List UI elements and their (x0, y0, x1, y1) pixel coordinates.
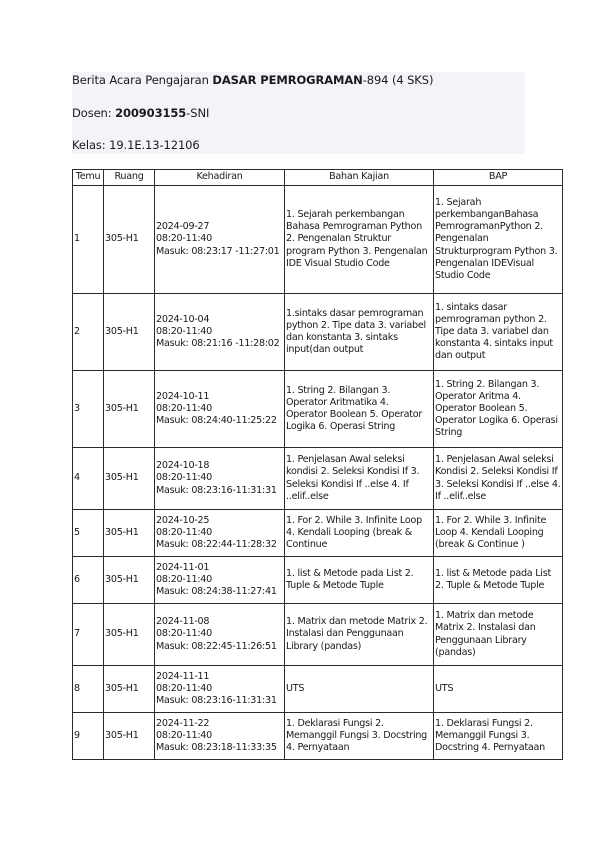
table-row (73, 371, 563, 448)
cell-ruang: 305-H1 (104, 448, 155, 510)
cell-temu: 2 (73, 294, 104, 371)
table-row (73, 186, 563, 294)
cell-temu: 5 (73, 510, 104, 557)
cell-ruang: 305-H1 (104, 294, 155, 371)
cell-bap: 1. Deklarasi Fungsi 2. Memanggil Fungsi 3. Docstring 4. Pernyataan (434, 713, 563, 760)
cell-kehadiran: 2024-10-11 08:20-11:40 Masuk: 08:24:40-11:25:22 (155, 371, 285, 448)
cell-kehadiran: 2024-10-04 08:20-11:40 Masuk: 08:21:16 -11:28:02 (155, 294, 285, 371)
col-header-temu: Temu (73, 170, 104, 186)
teaching-record-table (72, 169, 563, 760)
cell-bahan-kajian: 1. For 2. While 3. Infinite Loop 4. Kendali Looping (break & Continue (285, 510, 434, 557)
course-name: DASAR PEMROGRAMAN (212, 73, 363, 87)
table-row (73, 604, 563, 666)
cell-bahan-kajian: 1.sintaks dasar pemrograman python 2. Tipe data 3. variabel dan konstanta 3. sintaks input(dan output (285, 294, 434, 371)
lecturer-code: -SNI (186, 106, 210, 120)
title-prefix: Berita Acara Pengajaran (72, 73, 213, 87)
cell-bahan-kajian: UTS (285, 666, 434, 713)
col-header-bap: BAP (434, 170, 563, 186)
cell-bahan-kajian: 1. Deklarasi Fungsi 2. Memanggil Fungsi 3. Docstring 4. Pernyataan (285, 713, 434, 760)
cell-kehadiran: 2024-10-25 08:20-11:40 Masuk: 08:22:44-11:28:32 (155, 510, 285, 557)
lecturer-line (72, 106, 209, 120)
course-code: -894 (4 SKS) (362, 73, 434, 87)
cell-kehadiran: 2024-10-18 08:20-11:40 Masuk: 08:23:16-11:31:31 (155, 448, 285, 510)
col-header-kehadiran: Kehadiran (155, 170, 285, 186)
cell-bahan-kajian: 1. Penjelasan Awal seleksi kondisi 2. Seleksi Kondisi If 3. Seleksi Kondisi If ..else 4. If ..elif..else (285, 448, 434, 510)
cell-bahan-kajian: 1. Matrix dan metode Matrix 2. Instalasi dan Penggunaan Library (pandas) (285, 604, 434, 666)
cell-bahan-kajian: 1. String 2. Bilangan 3. Operator Aritmatika 4. Operator Boolean 5. Operator Logika 6. Operasi String (285, 371, 434, 448)
cell-kehadiran: 2024-11-11 08:20-11:40 Masuk: 08:23:16-11:31:31 (155, 666, 285, 713)
cell-temu: 3 (73, 371, 104, 448)
cell-kehadiran: 2024-09-27 08:20-11:40 Masuk: 08:23:17 -11:27:01 (155, 186, 285, 294)
table-row (73, 448, 563, 510)
table-header-row (73, 170, 563, 186)
cell-ruang: 305-H1 (104, 557, 155, 604)
cell-kehadiran: 2024-11-08 08:20-11:40 Masuk: 08:22:45-11:26:51 (155, 604, 285, 666)
cell-kehadiran: 2024-11-01 08:20-11:40 Masuk: 08:24:38-11:27:41 (155, 557, 285, 604)
cell-bap: 1. Sejarah perkembanganBahasa PemrogramanPython 2. Pengenalan Strukturprogram Python 3. Pengenalan IDEVisual Studio Code (434, 186, 563, 294)
col-header-bahan-kajian: Bahan Kajian (285, 170, 434, 186)
cell-bap: 1. list & Metode pada List 2. Tuple & Metode Tuple (434, 557, 563, 604)
cell-bap: UTS (434, 666, 563, 713)
table-row (73, 294, 563, 371)
class-line: Kelas: 19.1E.13-12106 (72, 138, 200, 152)
table-row (73, 557, 563, 604)
cell-ruang: 305-H1 (104, 713, 155, 760)
cell-kehadiran: 2024-11-22 08:20-11:40 Masuk: 08:23:18-11:33:35 (155, 713, 285, 760)
cell-bap: 1. Penjelasan Awal seleksi Kondisi 2. Seleksi Kondisi If 3. Seleksi Kondisi If ..else 4. If ..elif..else (434, 448, 563, 510)
cell-ruang: 305-H1 (104, 371, 155, 448)
lecturer-label: Dosen: (72, 106, 116, 120)
cell-bahan-kajian: 1. list & Metode pada List 2. Tuple & Metode Tuple (285, 557, 434, 604)
cell-ruang: 305-H1 (104, 666, 155, 713)
table-row (73, 510, 563, 557)
cell-bap: 1. sintaks dasar pemrograman python 2. Tipe data 3. variabel dan konstanta 4. sintaks input dan output (434, 294, 563, 371)
cell-ruang: 305-H1 (104, 604, 155, 666)
cell-temu: 7 (73, 604, 104, 666)
lecturer-id: 200903155 (115, 106, 187, 120)
cell-temu: 1 (73, 186, 104, 294)
cell-bahan-kajian: 1. Sejarah perkembangan Bahasa Pemrograman Python 2. Pengenalan Struktur program Python 3. Pengenalan IDE Visual Studio Code (285, 186, 434, 294)
cell-temu: 6 (73, 557, 104, 604)
table-row (73, 666, 563, 713)
cell-ruang: 305-H1 (104, 510, 155, 557)
cell-temu: 8 (73, 666, 104, 713)
cell-ruang: 305-H1 (104, 186, 155, 294)
cell-bap: 1. For 2. While 3. Infinite Loop 4. Kendali Looping (break & Continue ) (434, 510, 563, 557)
col-header-ruang: Ruang (104, 170, 155, 186)
table-row (73, 713, 563, 760)
cell-bap: 1. Matrix dan metode Matrix 2. Instalasi dan Penggunaan Library (pandas) (434, 604, 563, 666)
cell-bap: 1. String 2. Bilangan 3. Operator Aritma 4. Operator Boolean 5. Operator Logika 6. Operasi String (434, 371, 563, 448)
cell-temu: 4 (73, 448, 104, 510)
cell-temu: 9 (73, 713, 104, 760)
document-title (72, 73, 433, 87)
